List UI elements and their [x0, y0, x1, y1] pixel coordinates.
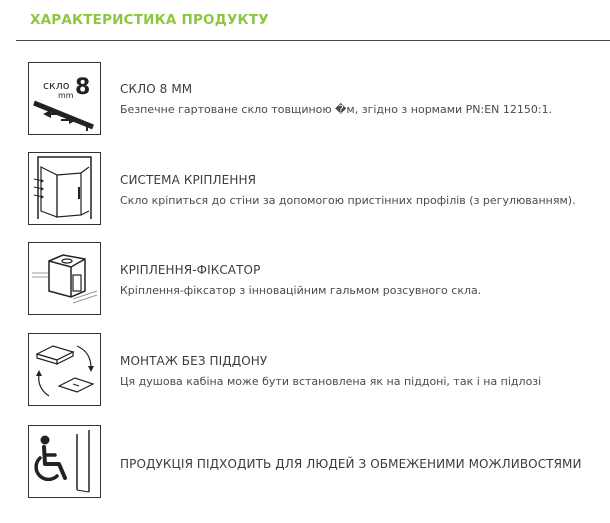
glass-label-text: скло — [43, 79, 70, 92]
no-tray-install-icon — [28, 333, 101, 406]
feature-fixing-clamp — [28, 242, 608, 318]
glass-thickness-icon — [28, 62, 101, 135]
glass-number-text: 8 — [75, 75, 91, 100]
feature-title: СИСТЕМА КРІПЛЕННЯ — [120, 173, 257, 187]
feature-mounting-system — [28, 152, 608, 228]
feature-accessible — [28, 425, 608, 501]
glass-unit-text: mm — [58, 91, 74, 100]
feature-title: ПРОДУКЦІЯ ПІДХОДИТЬ ДЛЯ ЛЮДЕЙ З ОБМЕЖЕНИМИ МОЖЛИВОСТЯМИ — [120, 457, 582, 471]
feature-glass — [28, 62, 608, 138]
fixing-clamp-icon — [28, 242, 101, 315]
feature-title: СКЛО 8 ММ — [120, 82, 193, 96]
feature-title: КРІПЛЕННЯ-ФІКСАТОР — [120, 263, 261, 277]
wall-mount-system-icon — [28, 152, 101, 225]
accessible-wheelchair-icon — [28, 425, 101, 498]
header-divider — [16, 40, 610, 41]
section-title: ХАРАКТЕРИСТИКА ПРОДУКТУ — [30, 12, 269, 28]
feature-no-tray — [28, 333, 608, 409]
feature-description: Безпечне гартоване скло товщиною �м, згідно з нормами PN:EN 12150:1. — [120, 103, 553, 116]
feature-description: Скло кріпиться до стіни за допомогою пристінних профілів (з регулюванням). — [120, 194, 576, 207]
feature-description: Кріплення-фіксатор з інноваційним гальмом розсувного скла. — [120, 284, 482, 297]
feature-title: МОНТАЖ БЕЗ ПІДДОНУ — [120, 354, 268, 368]
feature-description: Ця душова кабіна може бути встановлена як на піддоні, так і на підлозі — [120, 375, 542, 388]
